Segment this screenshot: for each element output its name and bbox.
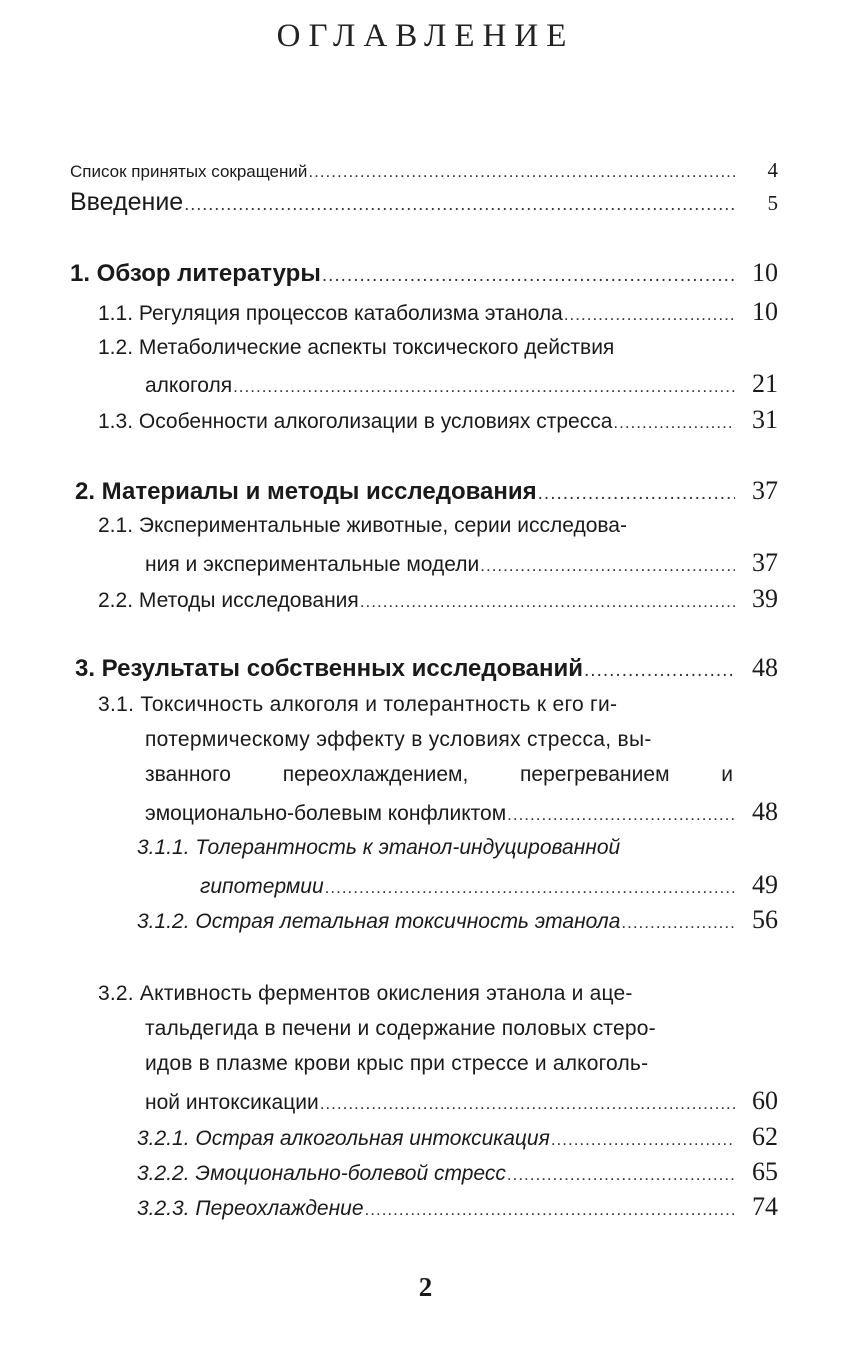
leader-dots bbox=[584, 660, 735, 682]
leader-dots bbox=[507, 805, 735, 825]
toc-section-1-2[interactable] bbox=[145, 369, 778, 399]
toc-subsection-3-1-2[interactable] bbox=[137, 905, 778, 935]
toc-entry-label: 3.2.1. Острая алкогольная интоксикация bbox=[137, 1127, 550, 1150]
toc-entry-label: эмоционально-болевым конфликтом bbox=[145, 802, 507, 825]
toc-section-3-2-line3[interactable]: идов в плазме крови крыс при стрессе и алкоголь- bbox=[145, 1052, 649, 1075]
toc-page-number: 60 bbox=[752, 1086, 778, 1115]
toc-entry-label: Список принятых сокращений bbox=[70, 162, 308, 181]
toc-chapter-1[interactable] bbox=[70, 258, 778, 288]
leader-dots bbox=[480, 556, 735, 576]
toc-entry-label: 1. Обзор литературы bbox=[70, 260, 321, 287]
toc-section-2-2[interactable] bbox=[98, 584, 778, 614]
toc-section-1-1[interactable] bbox=[98, 297, 778, 327]
toc-entry-label: гипотермии bbox=[200, 875, 324, 898]
leader-dots bbox=[320, 1094, 735, 1114]
toc-section-3-1-line3[interactable] bbox=[145, 763, 733, 787]
toc-entry-label: ной интоксикации bbox=[145, 1091, 319, 1114]
word: перегреванием bbox=[520, 763, 670, 786]
toc-chapter-3[interactable] bbox=[75, 653, 778, 683]
toc-subsection-3-1-1-line1[interactable]: 3.1.1. Толерантность к этанол-индуцированной bbox=[137, 836, 621, 859]
toc-section-3-2-line2[interactable]: тальдегида в печени и содержание половых стеро- bbox=[145, 1017, 656, 1040]
toc-section-1-2-line1[interactable]: 1.2. Метаболические аспекты токсического действия bbox=[98, 336, 615, 359]
toc-page-number: 10 bbox=[752, 297, 778, 326]
word: переохлаждением, bbox=[282, 763, 469, 786]
leader-dots bbox=[538, 483, 735, 505]
toc-subsection-3-2-2[interactable] bbox=[137, 1157, 778, 1187]
leader-dots bbox=[613, 413, 735, 433]
toc-page-number: 21 bbox=[752, 369, 778, 398]
toc-page-number: 48 bbox=[752, 653, 778, 682]
toc-page-number: 56 bbox=[752, 905, 778, 934]
toc-entry-label: 3.1.2. Острая летальная токсичность этанола bbox=[137, 910, 621, 933]
toc-page-number: 5 bbox=[767, 191, 778, 215]
toc-section-3-2-line1[interactable]: 3.2. Активность ферментов окисления этанола и аце- bbox=[98, 982, 633, 1005]
toc-page-number: 4 bbox=[767, 158, 778, 182]
leader-dots bbox=[551, 1130, 735, 1150]
toc-entry-label: 1.1. Регуляция процессов катаболизма этанола bbox=[98, 302, 563, 325]
toc-entry-label: 3.2.3. Переохлаждение bbox=[137, 1197, 364, 1220]
toc-page-number: 39 bbox=[752, 584, 778, 613]
toc-section-2-1-line1[interactable]: 2.1. Экспериментальные животные, серии исследова- bbox=[98, 514, 627, 537]
leader-dots bbox=[564, 305, 735, 325]
toc-entry-label: ния и экспериментальные модели bbox=[145, 553, 480, 576]
toc-entry-introduction[interactable] bbox=[70, 188, 778, 217]
toc-section-3-2[interactable] bbox=[145, 1086, 778, 1116]
toc-section-3-1-line2[interactable]: потермическому эффекту в условиях стресса, вы- bbox=[145, 728, 652, 751]
page-title: ОГЛАВЛЕНИЕ bbox=[276, 18, 575, 54]
toc-page-number: 49 bbox=[752, 870, 778, 899]
word: званного bbox=[145, 763, 231, 786]
toc-page-number: 10 bbox=[752, 258, 778, 287]
toc-page-number: 62 bbox=[752, 1122, 778, 1151]
leader-dots bbox=[325, 878, 735, 898]
toc-page-number: 37 bbox=[752, 548, 778, 577]
toc-section-3-1[interactable] bbox=[145, 797, 778, 827]
toc-page-number: 37 bbox=[752, 476, 778, 505]
toc-chapter-2[interactable] bbox=[75, 476, 778, 506]
leader-dots bbox=[360, 592, 735, 612]
toc-subsection-3-1-1[interactable] bbox=[200, 870, 778, 900]
toc-entry-label: 3.2.2. Эмоционально-болевой стресс bbox=[137, 1162, 506, 1185]
leader-dots bbox=[365, 1200, 735, 1220]
leader-dots bbox=[507, 1165, 735, 1185]
toc-entry-label: 1.3. Особенности алкоголизации в условиях стресса bbox=[98, 410, 613, 433]
toc-entry-label: 2.2. Методы исследования bbox=[98, 589, 359, 612]
toc-page-number: 31 bbox=[752, 405, 778, 434]
toc-page-number: 65 bbox=[752, 1157, 778, 1186]
toc-entry-label: 2. Материалы и методы исследования bbox=[75, 478, 537, 505]
leader-dots bbox=[308, 162, 735, 182]
toc-entry-label: Введение bbox=[70, 188, 184, 216]
toc-subsection-3-2-1[interactable] bbox=[137, 1122, 778, 1152]
toc-subsection-3-2-3[interactable] bbox=[137, 1192, 778, 1222]
leader-dots bbox=[184, 194, 735, 215]
leader-dots bbox=[233, 377, 735, 397]
page-number: 2 bbox=[418, 1272, 433, 1302]
toc-section-1-3[interactable] bbox=[98, 405, 778, 435]
toc-entry-label: алкоголя bbox=[145, 374, 233, 397]
toc-page-number: 74 bbox=[752, 1192, 778, 1221]
leader-dots bbox=[322, 265, 735, 287]
toc-entry-label: 3. Результаты собственных исследований bbox=[75, 655, 584, 682]
toc-section-2-1[interactable] bbox=[145, 548, 778, 578]
toc-entry-abbreviations[interactable] bbox=[70, 158, 778, 183]
leader-dots bbox=[621, 913, 735, 933]
toc-page-number: 48 bbox=[752, 797, 778, 826]
toc-section-3-1-line1[interactable]: 3.1. Токсичность алкоголя и толерантность к его ги- bbox=[98, 693, 618, 716]
word: и bbox=[721, 763, 733, 786]
